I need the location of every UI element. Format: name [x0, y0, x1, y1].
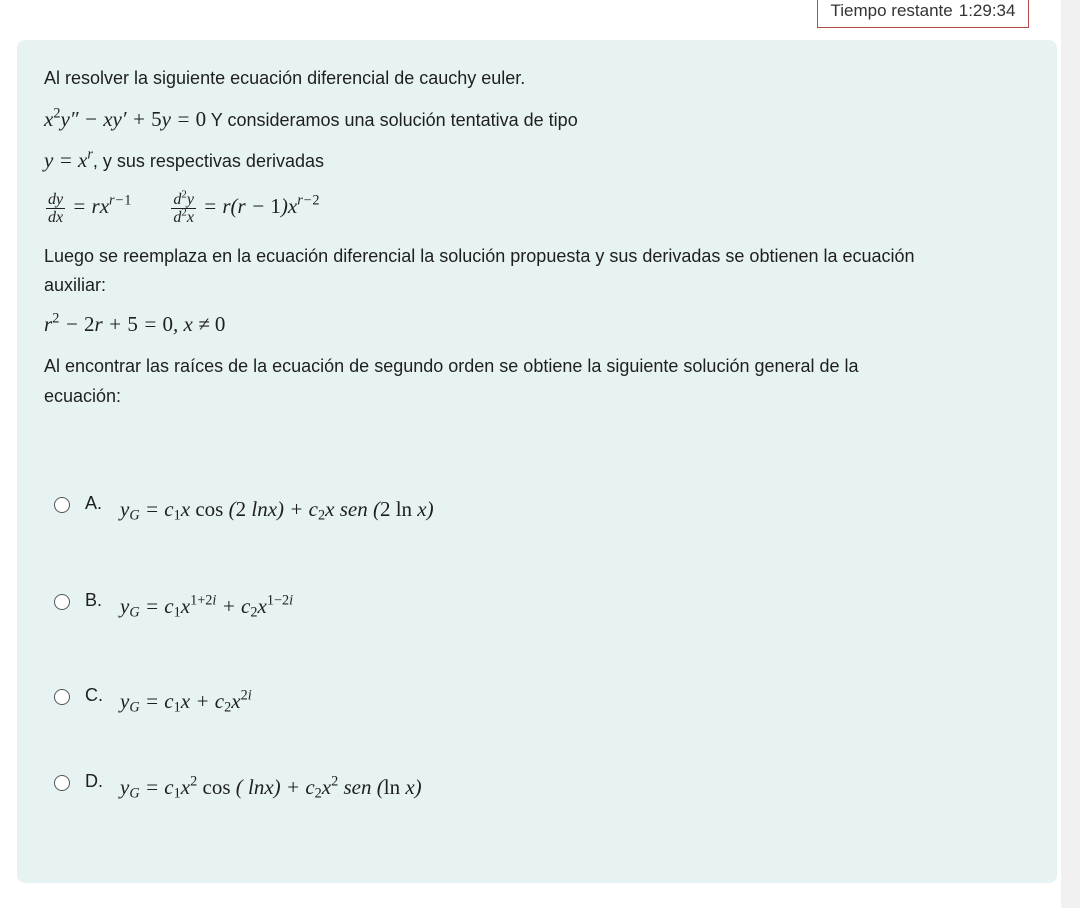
option-b-formula: $y_G = c_1x^{1+2i} + c_2x^{1-2i}$: [120, 592, 294, 621]
radio-a[interactable]: [54, 497, 70, 513]
page-scrollbar[interactable]: [1061, 0, 1080, 908]
question-solution-line: [44, 148, 324, 173]
timer-label: Tiempo restante: [830, 0, 953, 20]
tentative-solution-text: Y consideramos una solución tentativa de tipo: [206, 110, 578, 130]
radio-d[interactable]: [54, 775, 70, 791]
roots-text: Al encontrar las raíces de la ecuación de segundo orden se obtiene la siguiente solución general de la: [44, 356, 859, 376]
first-derivative-fraction: $\frac{dy}{dx}$: [48, 190, 64, 226]
roots-text-2: ecuación:: [44, 386, 122, 406]
auxiliary-equation: $r^2 - 2r + 5 = 0$, x ≠ 0: [44, 310, 226, 336]
option-a-letter: A.: [85, 493, 103, 513]
radio-b[interactable]: [54, 594, 70, 610]
question-equation-line: [44, 107, 578, 132]
derivatives-formula: $\frac{dy}{dx}$ = $rx^{r-1}$ $\frac{d^2y}{d^2x}$ = $r(r - 1)x^{r-2}$: [48, 188, 320, 226]
radio-c[interactable]: [54, 689, 70, 705]
option-a-formula: $y_G = c_1x$ cos (2 $\ln x) + c_2x$ sen (2 ln x): [120, 497, 434, 524]
option-d-letter: D.: [85, 771, 103, 791]
substitution-text: Luego se reemplaza en la ecuación diferencial la solución propuesta y sus derivadas se obtienen la ecuación: [44, 246, 915, 266]
tentative-solution-formula: $y = x^r$: [44, 146, 93, 172]
substitution-text-2: auxiliar:: [44, 275, 107, 295]
second-derivative-fraction: $\frac{d^2y}{d^2x}$: [173, 188, 194, 226]
option-c-letter: C.: [85, 685, 103, 705]
cauchy-euler-equation: $x^2y'' - xy' + 5y = 0$: [44, 105, 207, 131]
time-remaining: [817, 0, 1029, 28]
question-intro: Al resolver la siguiente ecuación diferencial de cauchy euler.: [44, 68, 526, 88]
option-c-formula: $y_G = c_1x + c_2x^{2i}$: [120, 687, 252, 716]
derivatives-text: , y sus respectivas derivadas: [92, 151, 324, 171]
timer-value: 1:29:34: [958, 0, 1016, 20]
option-d-formula: $y_G = c_1x^2$ cos ( $\ln x) + c_2x^2$ sen (ln x): [120, 773, 422, 802]
option-b-letter: B.: [85, 590, 103, 610]
